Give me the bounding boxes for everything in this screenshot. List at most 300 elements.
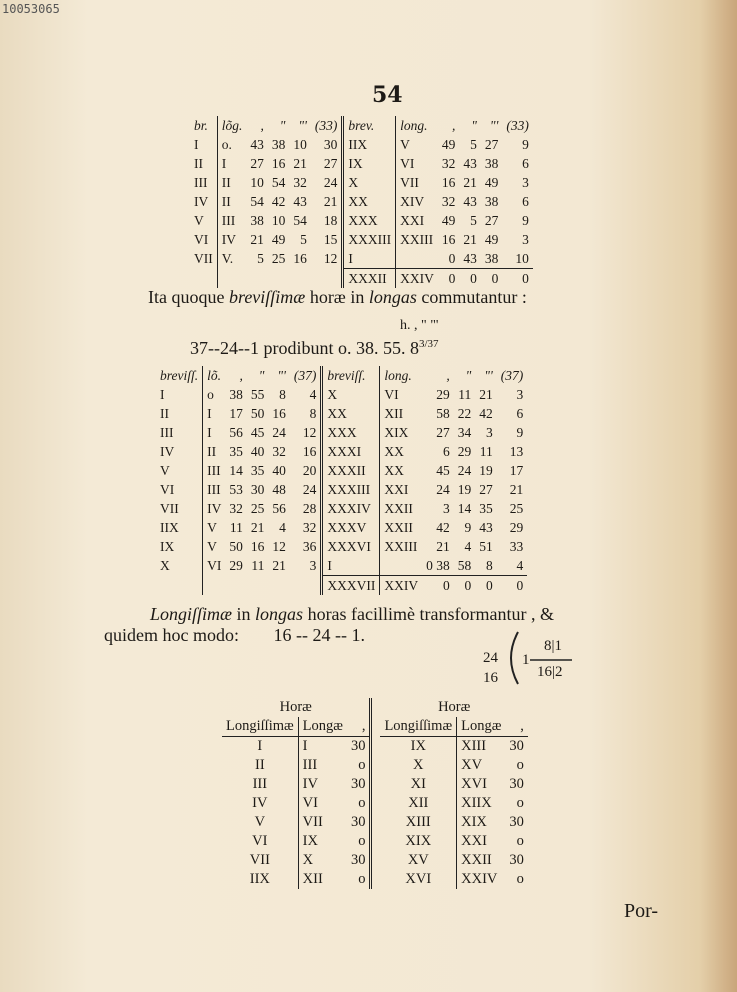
table2-cell: IV bbox=[203, 499, 226, 518]
sentence-text: horæ in bbox=[305, 287, 369, 307]
table2-cell: 24 bbox=[302, 481, 317, 497]
sentence-text: horas facillimè transformantur , & bbox=[303, 604, 554, 624]
table2-cell: 35 bbox=[250, 462, 265, 478]
table1-cell: 21 bbox=[463, 231, 477, 247]
table2-cell: 16 bbox=[272, 405, 286, 421]
table2-cell: 8 bbox=[309, 405, 317, 421]
table2-cell: o bbox=[203, 385, 226, 404]
table2-cell: X bbox=[322, 385, 380, 404]
table1-cell: XIV bbox=[396, 192, 438, 211]
table2-cell: 22 bbox=[457, 405, 472, 421]
table2-cell: 21 bbox=[272, 557, 286, 573]
table3-cell: o bbox=[516, 757, 524, 773]
table3-cell: XIIX bbox=[457, 794, 506, 813]
table3-cell: XII bbox=[298, 870, 347, 889]
table2-cell: V bbox=[203, 537, 226, 556]
table1-cell: I bbox=[343, 249, 396, 269]
table3-cell: V bbox=[254, 814, 266, 830]
table2-header-cell: , bbox=[239, 367, 243, 383]
table2-cell: VI bbox=[203, 556, 226, 576]
catchword: Por- bbox=[624, 900, 659, 922]
table2-cell: 20 bbox=[302, 462, 317, 478]
table1-cell: X bbox=[343, 173, 396, 192]
table2-cell: 45 bbox=[436, 462, 450, 478]
table1-header-cell: "' bbox=[298, 117, 307, 133]
table3-cell: VI bbox=[252, 833, 268, 849]
table1-cell: 21 bbox=[463, 174, 477, 190]
table3-cell: 30 bbox=[509, 738, 524, 754]
sentence-text: commutantur : bbox=[416, 287, 527, 307]
table1-cell: 38 bbox=[484, 193, 499, 209]
table2-cell: III bbox=[203, 461, 226, 480]
table-row bbox=[190, 211, 533, 230]
table3-header-cell: Longæ bbox=[298, 717, 347, 737]
table2-cell: 33 bbox=[509, 538, 524, 554]
table1-cell: IV bbox=[217, 230, 246, 249]
table1-total-cell: 0 bbox=[459, 269, 481, 289]
table1-header-cell: br. bbox=[194, 117, 208, 133]
table2-blank bbox=[156, 576, 203, 596]
table1-blank bbox=[190, 269, 217, 289]
table3-divider bbox=[371, 832, 381, 851]
table1-header-cell: " bbox=[279, 117, 286, 133]
table1-header-cell: lõg. bbox=[217, 116, 246, 135]
table2-cell: XXX bbox=[322, 423, 380, 442]
table2-cell: 12 bbox=[302, 424, 317, 440]
sentence-text: Ita quoque bbox=[148, 287, 229, 307]
table1-blank bbox=[268, 269, 290, 289]
table2-cell: XXIII bbox=[380, 537, 422, 556]
table3-cell: 30 bbox=[350, 738, 366, 754]
table1-header-cell: , bbox=[260, 117, 264, 133]
table2-cell: 16 bbox=[302, 443, 317, 459]
table1-cell: III bbox=[217, 211, 246, 230]
table1-cell: 15 bbox=[323, 231, 338, 247]
table2-cell: 11 bbox=[251, 557, 265, 573]
table2-header-cell: "' bbox=[484, 367, 493, 383]
table1-cell: 5 bbox=[470, 212, 477, 228]
table2-cell: 24 bbox=[436, 481, 450, 497]
table-row bbox=[156, 442, 527, 461]
catalog-stamp: 10053065 bbox=[2, 2, 60, 16]
table-horae bbox=[222, 698, 528, 889]
italic-word: longas bbox=[368, 287, 417, 307]
table2-cell: XX bbox=[380, 442, 422, 461]
table2-cell: 11 bbox=[458, 386, 472, 402]
table3-header-cell: Longiſſimæ bbox=[222, 717, 298, 737]
table2-cell: 58 bbox=[436, 405, 450, 421]
table1-cell: 54 bbox=[271, 174, 286, 190]
table1-cell: XXIII bbox=[396, 230, 438, 249]
table3-cell: XII bbox=[408, 795, 429, 811]
table3-cell: III bbox=[252, 776, 268, 792]
table3-cell: XV bbox=[407, 852, 429, 868]
table2-cell: XXXIV bbox=[322, 499, 380, 518]
table2-cell: XXI bbox=[380, 480, 422, 499]
table3-header-cell: , bbox=[505, 717, 528, 737]
table2-cell: 40 bbox=[250, 443, 265, 459]
table2-cell: 48 bbox=[272, 481, 286, 497]
formula-16-24-1: 16 -- 24 -- 1. bbox=[273, 625, 365, 645]
table2-cell: 14 bbox=[457, 500, 472, 516]
table2-cell: 17 bbox=[229, 405, 243, 421]
table2-header-cell: " bbox=[258, 367, 265, 383]
fraction-num: 8|1 bbox=[544, 638, 563, 654]
table1-cell: 49 bbox=[484, 174, 499, 190]
table1-blank bbox=[289, 269, 311, 289]
table2-cell: 3 bbox=[443, 500, 450, 516]
table2-cell: XXXVI bbox=[322, 537, 380, 556]
table1-cell: 38 bbox=[484, 250, 499, 266]
table2-cell: 14 bbox=[229, 462, 243, 478]
table2-blank bbox=[225, 576, 247, 596]
table1-header-cell: brev. bbox=[343, 116, 396, 135]
table2-cell: 40 bbox=[272, 462, 286, 478]
fraction-a: 24 bbox=[483, 650, 498, 666]
table2-cell: 4 bbox=[516, 557, 524, 573]
table1-cell: VII bbox=[194, 250, 213, 266]
table3-cell: IX bbox=[298, 832, 347, 851]
table-row bbox=[156, 518, 527, 537]
table3-cell: o bbox=[358, 757, 366, 773]
table1-cell: VI bbox=[396, 154, 438, 173]
table2-cell: II bbox=[160, 405, 169, 421]
table3-cell: 30 bbox=[509, 852, 524, 868]
table-row bbox=[222, 851, 528, 870]
table2-header-cell: lõ. bbox=[203, 366, 226, 385]
sentence-ita-quoque bbox=[148, 287, 527, 308]
table2-cell: 24 bbox=[272, 424, 286, 440]
table3-group-label: Horæ bbox=[438, 699, 471, 715]
table1-header-cell: long. bbox=[396, 116, 438, 135]
table-row bbox=[156, 499, 527, 518]
table1-cell: 10 bbox=[293, 136, 307, 152]
table2-blank bbox=[268, 576, 290, 596]
table1-cell: 32 bbox=[441, 193, 456, 209]
table1-cell: I bbox=[194, 136, 199, 152]
table1-cell: 27 bbox=[484, 212, 499, 228]
table1-cell: 21 bbox=[250, 231, 264, 247]
table-breviss-37 bbox=[156, 366, 527, 595]
italic-word: longas bbox=[255, 604, 304, 624]
table1-header-cell: "' bbox=[489, 117, 499, 133]
table2-cell: XXXII bbox=[322, 461, 380, 480]
table1-total-cell: XXIV bbox=[396, 269, 438, 289]
table2-cell: IIX bbox=[160, 519, 179, 535]
table1-cell: 5 bbox=[300, 231, 307, 247]
table1-cell: 27 bbox=[323, 155, 338, 171]
table-row bbox=[156, 537, 527, 556]
table-row bbox=[156, 423, 527, 442]
table2-cell: 34 bbox=[457, 424, 472, 440]
table2-cell: XXXV bbox=[322, 518, 380, 537]
table2-cell: 29 bbox=[229, 557, 243, 573]
fraction-b: 16 bbox=[483, 670, 498, 686]
table3-header-cell: , bbox=[347, 717, 371, 737]
table3-cell: XI bbox=[410, 776, 426, 792]
table2-cell: XXII bbox=[380, 499, 422, 518]
table1-total-cell: XXXII bbox=[343, 269, 396, 289]
table2-cell: XII bbox=[380, 404, 422, 423]
table-row bbox=[190, 192, 533, 211]
table2-cell: I bbox=[203, 423, 226, 442]
table3-cell: IV bbox=[298, 775, 347, 794]
table2-cell: 3 bbox=[309, 557, 317, 573]
table2-cell: 25 bbox=[250, 500, 265, 516]
table-row bbox=[222, 794, 528, 813]
table1-cell: V bbox=[194, 212, 204, 228]
table3-cell: XIX bbox=[457, 813, 506, 832]
table1-cell: 38 bbox=[484, 155, 499, 171]
table3-cell: VII bbox=[249, 852, 270, 868]
table2-cell: I bbox=[203, 404, 226, 423]
table1-cell: 5 bbox=[257, 250, 264, 266]
table2-cell: 29 bbox=[457, 443, 472, 459]
fraction-one: 1 bbox=[522, 652, 530, 668]
table1-cell: XXXIII bbox=[343, 230, 396, 249]
table1-cell: 6 bbox=[522, 155, 529, 171]
table3-cell: 30 bbox=[509, 814, 524, 830]
table1-header-cell: " bbox=[471, 117, 477, 133]
table1-cell: 0 bbox=[448, 250, 456, 266]
table2-cell: 50 bbox=[229, 538, 243, 554]
table3-cell: IX bbox=[410, 738, 426, 754]
table1-cell: o. bbox=[217, 135, 246, 154]
table3-cell: VII bbox=[298, 813, 347, 832]
table2-cell: 35 bbox=[479, 500, 493, 516]
table-row bbox=[156, 556, 527, 576]
table2-cell: XXII bbox=[380, 518, 422, 537]
table3-cell: 30 bbox=[350, 776, 366, 792]
table3-divider bbox=[371, 756, 381, 775]
table-row bbox=[222, 775, 528, 794]
table2-cell: 19 bbox=[457, 481, 472, 497]
table3-cell: X bbox=[413, 757, 424, 773]
table3-cell: XVI bbox=[457, 775, 506, 794]
table3-divider bbox=[371, 870, 381, 889]
table1-cell: V bbox=[396, 135, 438, 154]
sentence-longissimae bbox=[150, 604, 554, 625]
table-row bbox=[156, 480, 527, 499]
table2-cell: 27 bbox=[479, 481, 493, 497]
table1-cell bbox=[396, 249, 438, 269]
table2-cell: VII bbox=[160, 500, 179, 516]
table-row bbox=[222, 870, 528, 889]
table2-blank bbox=[203, 576, 226, 596]
table2-cell: 8 bbox=[486, 557, 493, 573]
table2-cell: V bbox=[203, 518, 226, 537]
table1-cell: II bbox=[217, 173, 246, 192]
table1-cell: 16 bbox=[441, 174, 456, 190]
table2-cell: 3 bbox=[486, 424, 493, 440]
table2-cell: VI bbox=[380, 385, 422, 404]
table2-cell: 19 bbox=[479, 462, 493, 478]
table1-cell: IIX bbox=[343, 135, 396, 154]
sentence-text: quidem hoc modo: bbox=[104, 625, 239, 645]
table3-header bbox=[222, 717, 528, 737]
table3-group-label: Horæ bbox=[279, 699, 312, 715]
table2-header-cell: " bbox=[465, 367, 472, 383]
table1-cell: 6 bbox=[522, 193, 529, 209]
table2-cell: XX bbox=[322, 404, 380, 423]
table3-cell: o bbox=[358, 871, 366, 887]
table1-cell: 49 bbox=[441, 136, 456, 152]
fraction-den: 16|2 bbox=[537, 664, 563, 680]
table2-cell: V bbox=[160, 462, 170, 478]
table1-header-cell: (33) bbox=[314, 117, 338, 133]
table1-cell: 10 bbox=[271, 212, 286, 228]
table2-total-cell: 0 bbox=[422, 576, 454, 596]
table3-divider bbox=[371, 794, 381, 813]
table3-cell: 30 bbox=[350, 814, 366, 830]
table2-cell bbox=[380, 556, 422, 576]
table1-cell: XXI bbox=[396, 211, 438, 230]
table3-cell: I bbox=[298, 737, 347, 757]
table2-cell: I bbox=[322, 556, 380, 576]
table1-cell: 43 bbox=[293, 193, 307, 209]
table1-cell: 54 bbox=[293, 212, 307, 228]
table1-cell: 3 bbox=[522, 231, 529, 247]
table2-blank bbox=[290, 576, 322, 596]
table2-header-cell: (37) bbox=[500, 367, 524, 383]
table2-cell: 16 bbox=[250, 538, 265, 554]
table2-cell: II bbox=[203, 442, 226, 461]
table1-total-cell: 0 bbox=[502, 269, 533, 289]
table1-cell: 5 bbox=[470, 136, 477, 152]
table1-cell: II bbox=[217, 192, 246, 211]
table3-cell: I bbox=[257, 738, 263, 754]
table1-cell: 16 bbox=[441, 231, 456, 247]
table2-cell: 29 bbox=[436, 386, 450, 402]
table1-cell: 18 bbox=[323, 212, 338, 228]
table1-cell: 42 bbox=[271, 193, 286, 209]
table2-cell: 21 bbox=[479, 386, 493, 402]
table1-header-cell: , bbox=[452, 117, 456, 133]
table-row bbox=[222, 832, 528, 851]
table3-cell: XXIV bbox=[457, 870, 506, 889]
table2-total-cell: 0 bbox=[497, 576, 528, 596]
table2-cell: 55 bbox=[250, 386, 265, 402]
table3-cell: o bbox=[516, 871, 524, 887]
table1-cell: 10 bbox=[250, 174, 264, 190]
table-row bbox=[222, 756, 528, 775]
table2-cell: 50 bbox=[250, 405, 265, 421]
table2-cell: 28 bbox=[302, 500, 317, 516]
table3-cell: XIII bbox=[405, 814, 431, 830]
formula-lhs: 37--24--1 bbox=[190, 338, 259, 358]
table2-cell: 56 bbox=[229, 424, 243, 440]
table2-cell: 36 bbox=[302, 538, 317, 554]
table1-cell: 27 bbox=[250, 155, 264, 171]
table2-cell: 53 bbox=[229, 481, 243, 497]
table1-cell: 43 bbox=[250, 136, 264, 152]
table-row bbox=[156, 385, 527, 404]
table3-cell: XVI bbox=[405, 871, 432, 887]
table2-cell: 17 bbox=[509, 462, 524, 478]
table3-cell: XXI bbox=[457, 832, 506, 851]
table2-cell: III bbox=[160, 424, 174, 440]
table1-cell: 24 bbox=[323, 174, 338, 190]
table2-total-cell: XXIV bbox=[380, 576, 422, 596]
table2-cell: 32 bbox=[229, 500, 243, 516]
table2-total-cell: 0 bbox=[454, 576, 476, 596]
table1-cell: 27 bbox=[484, 136, 499, 152]
table2-cell: I bbox=[160, 386, 165, 402]
table1-cell: XX bbox=[343, 192, 396, 211]
table-row bbox=[222, 813, 528, 832]
table1-header-cell: (33) bbox=[506, 117, 529, 133]
table1-total-row bbox=[190, 269, 533, 289]
table3-cell: o bbox=[358, 795, 366, 811]
table2-cell: 8 bbox=[279, 386, 286, 402]
table3-divider bbox=[371, 813, 381, 832]
table3-cell: o bbox=[516, 795, 524, 811]
table2-cell: 4 bbox=[309, 386, 317, 402]
table2-cell: 45 bbox=[250, 424, 265, 440]
table1-cell: 16 bbox=[293, 250, 307, 266]
table1-cell: 49 bbox=[441, 212, 456, 228]
table2-cell: 12 bbox=[272, 538, 286, 554]
table3-cell: XIII bbox=[457, 737, 506, 757]
table2-cell: X bbox=[160, 557, 170, 573]
table3-divider bbox=[371, 717, 381, 737]
table2-header-cell: , bbox=[446, 367, 450, 383]
table-row bbox=[190, 154, 533, 173]
table2-cell: III bbox=[203, 480, 226, 499]
table-row bbox=[190, 249, 533, 269]
table-row bbox=[190, 135, 533, 154]
table-row bbox=[190, 173, 533, 192]
table1-cell: 43 bbox=[463, 155, 477, 171]
formula-prodibunt bbox=[190, 338, 439, 359]
table1-cell: III bbox=[194, 174, 208, 190]
table2-cell: 9 bbox=[464, 519, 472, 535]
page-number: 54 bbox=[372, 82, 403, 108]
units-line: h. , " "' bbox=[400, 318, 439, 333]
table2-cell: 42 bbox=[436, 519, 450, 535]
table2-cell: 35 bbox=[229, 443, 243, 459]
table3-cell: IV bbox=[252, 795, 268, 811]
table2-cell: 56 bbox=[272, 500, 286, 516]
table2-cell: 3 bbox=[516, 386, 524, 402]
table2-cell: VI bbox=[160, 481, 175, 497]
table2-total-cell: XXXVII bbox=[322, 576, 380, 596]
table2-header-cell: "' bbox=[277, 367, 286, 383]
table2-cell: IV bbox=[160, 443, 175, 459]
table3-cell: III bbox=[298, 756, 347, 775]
table2-cell: XX bbox=[380, 461, 422, 480]
table2-cell: IX bbox=[160, 538, 175, 554]
table2-cell: XXXI bbox=[322, 442, 380, 461]
table3-divider bbox=[371, 851, 381, 870]
table2-cell: 0 38 bbox=[426, 557, 450, 573]
table2-cell: 42 bbox=[479, 405, 493, 421]
table1-cell: 49 bbox=[484, 231, 499, 247]
table-brevis-33 bbox=[190, 116, 533, 288]
table1-cell: 32 bbox=[441, 155, 456, 171]
table3-group-header bbox=[222, 698, 528, 717]
table2-cell: 13 bbox=[509, 443, 524, 459]
table2-cell: 58 bbox=[457, 557, 472, 573]
table2-cell: 32 bbox=[302, 519, 317, 535]
table1-cell: 21 bbox=[293, 155, 307, 171]
table1-cell: 10 bbox=[515, 250, 529, 266]
table3-header-cell: Longæ bbox=[457, 717, 506, 737]
table1-cell: 16 bbox=[271, 155, 286, 171]
table2-header-cell: (37) bbox=[293, 367, 317, 383]
table1-cell: VII bbox=[396, 173, 438, 192]
table1-cell: 38 bbox=[271, 136, 286, 152]
